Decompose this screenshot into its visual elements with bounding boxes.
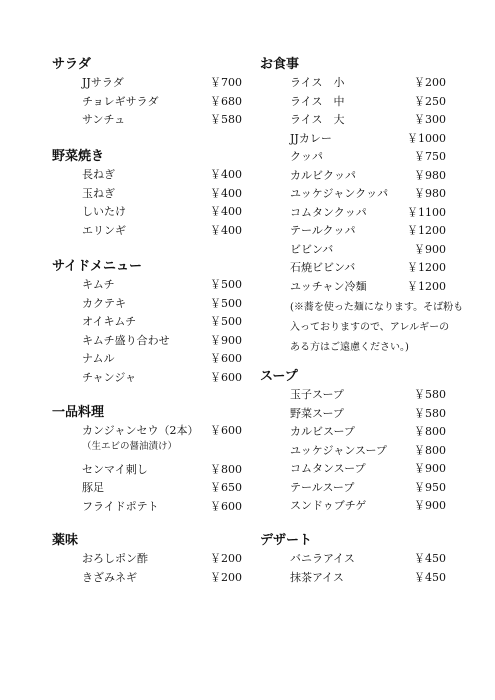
menu-item [260,569,446,588]
item-name: 野菜スープ [290,406,344,420]
menu-item [260,93,446,112]
menu-item [260,497,446,516]
item-price: ￥980 [414,168,446,182]
section-side-menu [52,258,242,387]
item-price: ￥200 [210,552,242,565]
menu-item [52,569,242,588]
item-price: ￥1100 [407,205,446,219]
item-price: ￥400 [210,186,242,200]
menu-item [52,276,242,295]
item-price: ￥700 [210,76,242,89]
menu-item [260,442,446,461]
item-name: センマイ刺し [82,462,148,476]
item-price: ￥580 [210,113,242,126]
item-price: ￥500 [210,315,242,328]
item-name: テールクッパ [290,224,356,237]
item-price: ￥600 [210,352,242,365]
item-price: ￥450 [414,570,446,584]
menu-item [52,166,242,185]
section-title: お食事 [260,57,300,72]
item-price: ￥750 [414,150,446,163]
item-price: ￥500 [210,278,242,291]
menu-item [260,423,446,442]
item-name: 長ねぎ [82,168,115,181]
item-price: ￥600 [210,370,242,384]
menu-item [260,167,446,186]
section-salad [52,56,242,130]
item-price: ￥200 [414,76,446,89]
item-price: ￥980 [414,187,446,200]
item-name: 玉ねぎ [82,186,115,200]
item-name: キムチ盛り合わせ [82,333,170,347]
item-price: ￥300 [414,113,446,126]
menu-item [260,460,446,479]
item-price: ￥800 [210,462,242,476]
item-price: ￥580 [414,388,446,401]
section-meal [260,56,464,358]
menu-item [52,222,242,241]
section-title: 一品料理 [52,405,105,420]
item-name: カルビクッパ [290,168,356,182]
menu-item [260,130,446,149]
menu-item [52,313,242,332]
item-name: コムタンスープ [290,462,366,475]
item-note: （生エビの醤油漬け） [82,440,178,452]
item-price: ￥900 [210,333,242,347]
item-name: 玉子スープ [290,388,344,401]
item-name: テールスープ [290,480,355,494]
menu-item [52,479,242,498]
menu-item [52,74,242,93]
item-name: クッパ [290,150,323,163]
item-name: カルビスープ [290,425,355,438]
menu-item [52,550,242,569]
item-price: ￥450 [414,552,446,565]
item-name: ユッケジャンクッパ [290,187,389,200]
menu-item [52,498,242,517]
item-price: ￥200 [210,570,242,584]
note-line: ある方はご遠慮ください。) [290,342,409,353]
item-name: カクテキ [82,296,126,310]
menu-item [260,550,446,569]
item-price: ￥1200 [407,279,446,293]
item-name: フライドポテト [82,499,159,513]
section-yasai [52,148,242,240]
item-name: ユッケジャンスープ [290,443,387,457]
menu-item [52,185,242,204]
item-name: カンジャンセウ（2本） [82,424,199,437]
section-title: サラダ [52,57,91,72]
menu-item [52,111,242,130]
section-title: 野菜焼き [52,149,105,164]
section-title: 薬味 [52,533,79,548]
item-name: 豚足 [82,481,104,494]
item-name: ライス 大 [290,113,345,126]
item-price: ￥680 [210,94,242,108]
item-name: チョレギサラダ [82,94,159,108]
item-price: ￥600 [210,424,242,437]
section-title: サイドメニュー [52,259,142,274]
menu-item [260,111,446,130]
item-price: ￥1200 [407,261,446,274]
item-name: ライス 小 [290,76,345,89]
item-price: ￥800 [414,425,446,438]
item-name: きざみネギ [82,570,137,584]
item-price: ￥900 [414,499,446,512]
item-name: JJサラダ [82,76,124,89]
item-name: ビビンバ [290,242,334,256]
item-name: 石焼ビビンバ [290,261,356,274]
item-name: しいたけ [82,205,126,218]
item-name: JJカレー [290,131,332,145]
item-price: ￥580 [414,406,446,420]
item-name: サンチュ [82,113,126,126]
menu-item [52,93,242,112]
menu-item [260,148,446,167]
item-price: ￥400 [210,223,242,237]
item-price: ￥600 [210,499,242,513]
menu-item [260,386,446,405]
item-name: エリンギ [82,223,126,237]
menu-item [52,332,242,351]
menu-item [260,74,446,93]
menu-item [260,204,446,223]
menu-item [260,405,446,424]
item-name: ナムル [82,352,115,365]
item-price: ￥500 [210,296,242,310]
menu-item [260,259,446,278]
item-name: おろしポン酢 [82,552,148,565]
section-dessert [260,532,446,587]
item-price: ￥950 [414,480,446,494]
menu-item [52,369,242,388]
item-name: ライス 中 [290,94,345,108]
item-name: オイキムチ [82,315,137,328]
menu-item [260,278,446,297]
item-name: バニラアイス [290,552,355,565]
menu-item [52,422,242,441]
note-line: (※蕎を使った麺になります。そば粉も [290,302,464,313]
item-price: ￥250 [414,94,446,108]
menu-item [52,295,242,314]
allergy-note [260,298,464,358]
item-name: 抹茶アイス [290,570,344,584]
menu-item [260,185,446,204]
item-name: スンドゥブチゲ [290,499,367,512]
item-price: ￥650 [210,481,242,494]
item-price: ￥800 [414,443,446,457]
menu-item [52,203,242,222]
item-price: ￥900 [414,462,446,475]
section-ippin [52,404,242,516]
note-line: 入っておりますので、アレルギーの [290,322,450,333]
item-price: ￥400 [210,168,242,181]
item-price: ￥1000 [407,131,446,145]
menu-item [260,222,446,241]
section-title: デザート [260,533,313,548]
item-price: ￥900 [414,242,446,256]
item-name: チャンジャ [82,370,137,384]
item-price: ￥1200 [407,224,446,237]
menu-item [52,350,242,369]
item-name: キムチ [82,278,115,291]
section-yakumi [52,532,242,587]
item-name: コムタンクッパ [290,205,367,219]
section-soup [260,368,446,516]
item-price: ￥400 [210,205,242,218]
item-name: ユッチャン冷麺 [290,279,367,293]
menu-item [52,461,242,480]
section-title: スープ [260,369,298,384]
menu-item [260,241,446,260]
menu-item [260,479,446,498]
